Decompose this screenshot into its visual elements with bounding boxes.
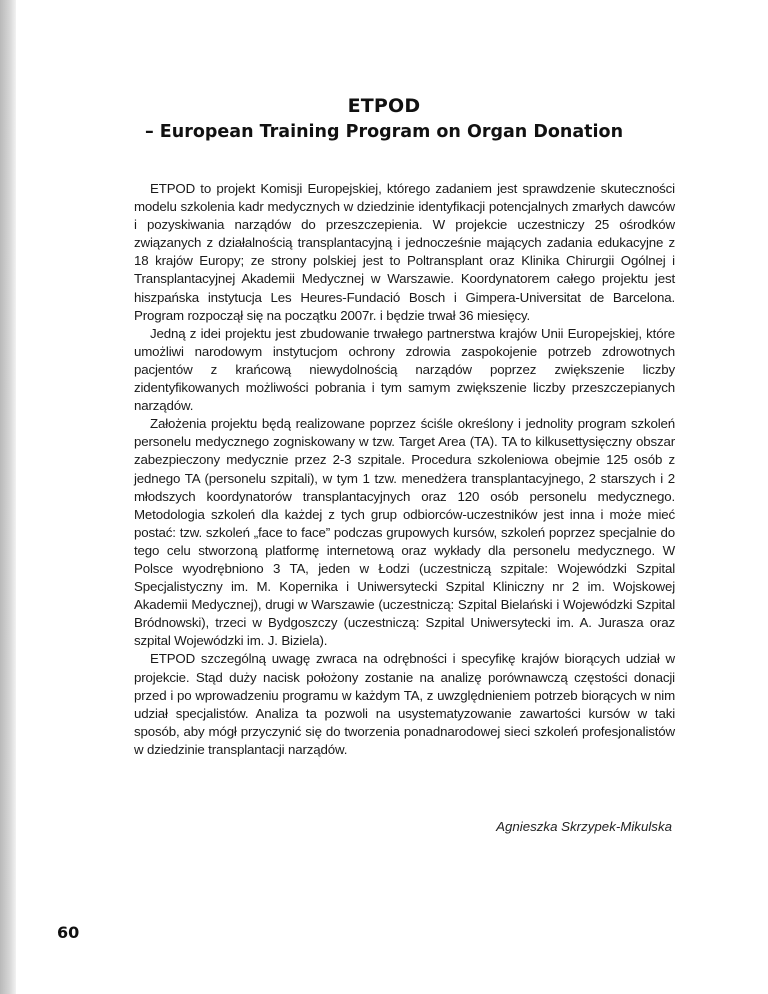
article-body: [134, 180, 675, 759]
author-signature: Agnieszka Skrzypek-Mikulska: [496, 819, 672, 834]
paragraph-1: ETPOD to projekt Komisji Europejskiej, którego zadaniem jest sprawdzenie skuteczności modelu szkolenia kadr medycznych w dziedzinie identyfikacji potencjalnych zmarłych dawców i pozyskiwania narządów do przeszczepienia. W projekcie uczestniczy 25 ośrodków związanych z działalnością transplantacyjną i jednocześnie mających zadania edukacyjne z 18 krajów Europy; ze strony polskiej jest to Poltransplant oraz Klinika Chirurgii Ogólnej i Transplantacyjnej Akademii Medycznej w Warszawie. Koordynatorem całego projektu jest hiszpańska instytucja Les Heures-Fundació Bosch i Gimpera-Universitat de Barcelona. Program rozpoczął się na początku 2007r. i będzie trwał 36 miesięcy.: [134, 181, 675, 323]
article-title: [0, 93, 768, 145]
title-line-2: – European Training Program on Organ Donation: [144, 122, 624, 142]
page-edge-shadow: [0, 0, 16, 994]
page-number: 60: [57, 923, 80, 942]
paragraph-3: Założenia projektu będą realizowane poprzez ściśle określony i jednolity program szkoleń personelu medycznego zogniskowany w tzw. Target Area (TA). TA to kilkusettysięczny obszar zabezpieczony medycznie przez 2-3 szpitale. Procedura szkoleniowa obejmie 125 osób z jednego TA (personelu szpitali), w tym 1 tzw. menedżera transplantacyjnego, 2 starszych i 2 młodszych koordynatorów transplantacyjnych oraz 120 osób personelu medycznego. Metodologia szkoleń dla każdej z tych grup odbiorców-uczestników jest inna i może mieć postać: tzw. szkoleń „face to face” podczas grupowych kursów, szkoleń poprzez specjalnie do tego celu stworzoną platformę internetową oraz wykłady dla personelu medycznego. W Polsce wyodrębniono 3 TA, jeden w Łodzi (uczestniczą szpitale: Wojewódzki Szpital Specjalistyczny im. M. Kopernika i Uniwersytecki Szpital Kliniczny nr 2 im. Wojskowej Akademii Medycznej), drugi w Warszawie (uczestniczą: Szpital Bielański i Wojewódzki Szpital Bródnowski), trzeci w Bydgoszczy (uczestniczą: Szpital Uniwersytecki im. A. Jurasza oraz szpital Wojewódzki im. J. Biziela).: [134, 416, 675, 649]
title-line-1: ETPOD: [347, 95, 421, 117]
paragraph-4: ETPOD szczególną uwagę zwraca na odrębności i specyfikę krajów biorących udział w projekcie. Stąd duży nacisk położony zostanie na analizę porównawczą częstości donacji przed i po wprowadzeniu programu w każdym TA, z uwzględnieniem potrzeb biorących w nim udział specjalistów. Analiza ta pozwoli na usystematyzowanie zawartości kursów w taki sposób, aby mógł przyczynić się do tworzenia ponadnarodowej sieci szkoleń profesjonalistów w dziedzinie transplantacji narządów.: [134, 651, 675, 757]
paragraph-2: Jedną z idei projektu jest zbudowanie trwałego partnerstwa krajów Unii Europejskiej, które umożliwi narodowym instytucjom ochrony zdrowia zaspokojenie potrzeb zdrowotnych pacjentów z krańcową niewydolnością narządów poprzez zwiększenie liczby zidentyfikowanych możliwości pobrania i tym samym zwiększenie liczby przeszczepianych narządów.: [134, 325, 675, 414]
